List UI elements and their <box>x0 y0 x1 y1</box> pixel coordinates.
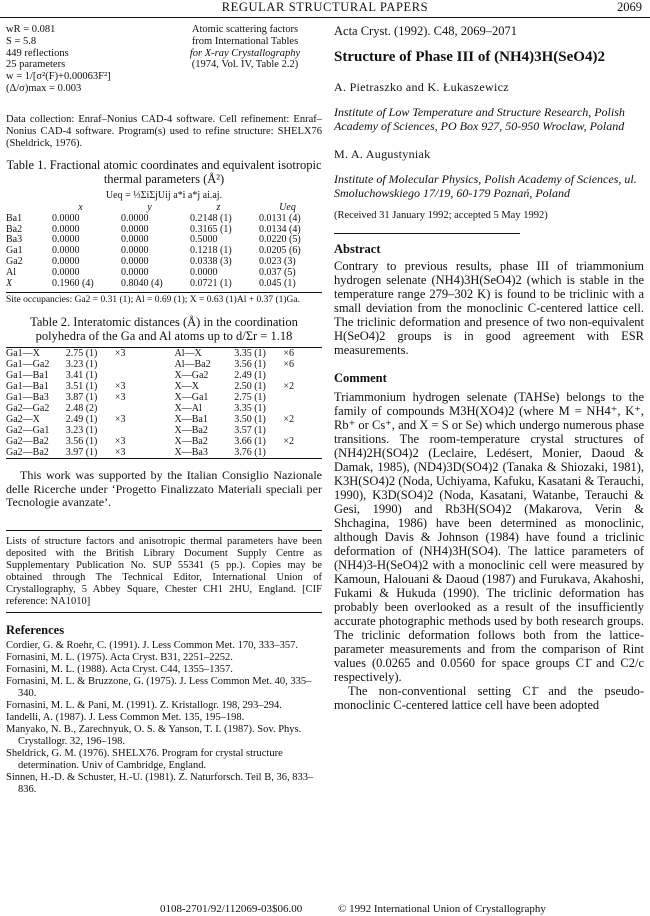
stat-line: S = 5.8 <box>6 35 37 47</box>
table1-header-cell: z <box>216 202 221 213</box>
table2-cell: 2.75 (1) <box>234 392 266 404</box>
table1-cell: 0.0220 (5) <box>259 234 301 246</box>
stats-right <box>166 24 324 71</box>
table2-cell: 3.97 (1) <box>65 447 98 459</box>
table2-cell: ×3 <box>114 414 126 426</box>
table2-cell: 2.49 (1) <box>65 414 98 426</box>
table2-cell: X—Al <box>174 403 202 415</box>
acknowledgement: This work was supported by the Italian Consiglio Nazionale delle Ricerche under ‘Progetto Finalizzato Materiali speciali per Tecnologie avanzate’. <box>6 468 322 510</box>
table1-cell: 0.0000 <box>121 223 149 235</box>
journal-section-title: REGULAR STRUCTURAL PAPERS <box>221 0 429 14</box>
ueq-formula: Ueq = ⅓ΣiΣjUij a*i a*j ai.aj. <box>105 190 223 201</box>
table2 <box>6 348 322 458</box>
abstract-text: Contrary to previous results, phase III of triammonium hydrogen selenate (NH4)3H(SeO4)2 (which is stable in the temperature range 279–302 K) is found to be triclinic with a small deviation from the monoclinic C-centered lattice cell. The triclinic deformation and presence of two non-equivalent H(SeO4)2 groups is in good agreement with ESR measurements. <box>334 259 644 357</box>
table2-cell: 3.23 (1) <box>65 425 98 437</box>
page-number: 2069 <box>617 0 642 14</box>
table1-cell: 0.3165 (1) <box>190 223 232 235</box>
reference-item: Fornasini, M. L. & Pani, M. (1991). Z. Kristallogr. 198, 293–294. <box>6 699 282 711</box>
table2-cell: 2.75 (1) <box>65 348 98 360</box>
table1-caption: Table 1. Fractional atomic coordinates and equivalent isotropic thermal parameters (Å²) <box>6 158 322 186</box>
table2-cell: 3.35 (1) <box>234 403 266 415</box>
table2-row <box>6 359 322 370</box>
table2-cell: 3.41 (1) <box>65 370 98 382</box>
stat-line: w = 1/[σ²(F)+0.00063F²] <box>6 71 111 83</box>
reference-item: Cordier, G. & Roehr, C. (1991). J. Less Common Met. 170, 333–357. <box>6 639 298 651</box>
table2-cell: Ga1—X <box>6 348 40 360</box>
table2-cell: Ga1—Ba1 <box>6 370 49 382</box>
abstract-heading: Abstract <box>334 242 381 256</box>
table2-cell <box>115 359 175 370</box>
table1-cell: Ba2 <box>6 223 23 235</box>
table2-cell <box>115 425 175 436</box>
affiliation-primary: Institute of Low Temperature and Structure Research, Polish Academy of Sciences, PO Box 927, 50-950 Wroclaw, Poland <box>334 105 625 133</box>
table1-cell: 0.5000 <box>190 234 218 246</box>
footer-copyright: © 1992 International Union of Crystallography <box>338 903 546 915</box>
data-collection-text: Data collection: Enraf–Nonius CAD-4 software. Cell refinement: Enraf–Nonius CAD-4 software. Program(s) used to refine structure: SHELX76 (Sheldrick, 1976). <box>6 114 322 149</box>
table2-row <box>6 381 322 392</box>
received-dates: (Received 31 January 1992; accepted 5 May 1992) <box>334 210 548 221</box>
deposition-text: Lists of structure factors and anisotropic thermal parameters have been deposited with the British Library Document Supply Centre as Supplementary Publication No. SUP 55341 (5 pp.). Copies may be obtained through The Technical Editor, International Union of Crystallography, 5 Abbey Square, Chester CH1 2HU, England. [CIF reference: NA1010] <box>6 535 322 607</box>
table1-cell: X <box>6 277 13 289</box>
authors-secondary: M. A. Augustyniak <box>334 147 431 161</box>
table2-cell: X—Ga2 <box>174 370 209 382</box>
reference-item: Manyako, N. B., Zarechnyuk, O. S. & Yanson, T. I. (1987). Sov. Phys. Crystallogr. 32, 196–198. <box>6 723 302 747</box>
abstract-rule <box>334 233 520 234</box>
table2-cell <box>115 403 175 414</box>
table2-cell <box>115 370 175 381</box>
table2-caption: Table 2. Interatomic distances (Å) in the coordination polyhedra of the Ga and Al atoms up to d/Σr = 1.18 <box>30 315 298 344</box>
journal-citation: Acta Cryst. (1992). C48, 2069–2071 <box>334 24 517 38</box>
reference-item: Sheldrick, G. M. (1976). SHELX76. Program for crystal structure determination. Univ of Cambridge, England. <box>6 747 283 771</box>
table1-cell: 0.2148 (1) <box>190 212 232 224</box>
table2-cell: 3.35 (1) <box>234 348 266 360</box>
comment-heading: Comment <box>334 371 387 385</box>
table2-row <box>6 403 322 414</box>
table2-cell <box>283 425 322 436</box>
table2-cell: X—Ba3 <box>174 447 208 459</box>
reference-item: Sinnen, H.-D. & Schuster, H.-U. (1981). Z. Naturforsch. Teil B, 36, 833–836. <box>6 771 314 795</box>
table2-cell: 3.50 (1) <box>234 414 266 426</box>
table1-header-cell: y <box>147 202 152 213</box>
table2-cell: ×2 <box>283 414 294 426</box>
table1-cell: 0.0000 <box>121 212 149 224</box>
table1-cell: 0.1960 (4) <box>52 277 94 289</box>
table1-cell: 0.0000 <box>52 234 80 246</box>
table1-cell: 0.0000 <box>121 234 149 246</box>
table2-bottom-rule <box>6 458 322 459</box>
table2-cell <box>283 447 322 458</box>
table1-cell: 0.0205 (6) <box>259 245 301 257</box>
stat-line: (Δ/σ)max = 0.003 <box>6 82 82 94</box>
deposition-box <box>6 530 322 608</box>
stat-line: 25 parameters <box>6 59 66 71</box>
table1-cell: 0.0000 <box>52 223 80 235</box>
table2-cell <box>283 403 322 414</box>
table2-cell: Al—X <box>174 348 202 360</box>
stat-line: (1974, Vol. IV, Table 2.2) <box>191 59 299 71</box>
table2-cell: ×2 <box>283 436 294 448</box>
table2-cell: 3.57 (1) <box>234 425 266 437</box>
table2-cell: ×6 <box>283 348 294 360</box>
table2-cell: Al—Ba2 <box>174 359 211 371</box>
reference-item: Fornasini, M. L. (1988). Acta Cryst. C44, 1355–1357. <box>6 663 233 675</box>
table2-cell: X—Ga1 <box>174 392 209 404</box>
table1-cell: 0.0131 (4) <box>259 212 301 224</box>
table1-header-cell: x <box>78 202 83 213</box>
table2-row <box>6 348 322 359</box>
table1-cell: 0.0000 <box>52 266 80 278</box>
paper-title: Structure of Phase III of (NH4)3H(SeO4)2 <box>334 49 605 65</box>
table2-cell: X—Ba1 <box>174 414 208 426</box>
table1-cell: 0.0000 <box>52 212 80 224</box>
table2-cell: ×6 <box>283 359 294 371</box>
table2-cell: Ga2—Ba2 <box>6 447 49 459</box>
reference-item: Iandelli, A. (1987). J. Less Common Met. 135, 195–198. <box>6 711 245 723</box>
table1-cell: Ga1 <box>6 245 23 257</box>
reference-list <box>6 640 322 796</box>
table2-cell: 3.56 (1) <box>234 359 266 371</box>
table2-cell: 2.50 (1) <box>234 381 266 393</box>
table2-cell: X—X <box>174 381 199 393</box>
table2-cell <box>283 370 322 381</box>
right-column <box>334 24 644 712</box>
table2-cell: Ga2—Ga2 <box>6 403 50 415</box>
table1-cell: 0.0721 (1) <box>190 277 232 289</box>
comment-paragraph-1: Triammonium hydrogen selenate (TAHSe) belongs to the family of compounds M3H(XO4)2 (where M = NH4⁺, K⁺, Rb⁺ or Cs⁺, and X = S or Se) which undergo numerous phase transitions. The room-temperature crystal structures of (NH4)2H(SO4)2 (Leclaire, Ledésert, Monier, Daoud & Damak, 1985), (ND4)3D(SO4)2 (Tanaka & Shiozaki, 1981), K3H(SO4)2 (Noda, Uchiyama, Kafuku, Kasatani & Terauchi, 1990), K3D(SO4)2 (Noda, Kasatani, Watanbe, Terauchi & Gesi, 1990) and Rb3H(SO4)2 (Makarova, Verin & Shchagina, 1986) have been determined as monoclinic, although Davis & Johnson (1984) have found a triclinic deformation of (NH4)3H(SO4). The lattice parameters of (NH4)3-H(SeO4)2 with a monoclinic cell were measured by Kamoun, Halouani & Daoud (1987) and Furukava, Akahoshi, Fukami & Hukuda (1990). The triclinic deformation has probably been overlooked as a result of the insufficiently accurate photographic methods used by both research groups. The triclinic deformation follows both from the lattice-parameter measurements and from the comparison of Rint values (0.0265 and 0.0560 for space groups C1̄ and C2/c respectively). <box>334 390 644 684</box>
table2-cell: 3.66 (1) <box>234 436 266 448</box>
site-occupancies-note: Site occupancies: Ga2 = 0.31 (1); Al = 0.69 (1); X = 0.63 (1)Al + 0.37 (1)Ga. <box>6 292 322 305</box>
table2-cell: Ga1—Ba1 <box>6 381 49 393</box>
affiliation-secondary: Institute of Molecular Physics, Polish Academy of Sciences, ul. Smoluchowskiego 17/19, 60-179 Poznań, Poland <box>334 172 637 200</box>
table1-cell: Ga2 <box>6 255 23 267</box>
table1-cell: 0.037 (5) <box>259 266 296 278</box>
table2-row <box>6 392 322 403</box>
table2-row <box>6 436 322 447</box>
stats-left <box>6 24 156 95</box>
table2-cell: 3.51 (1) <box>65 381 98 393</box>
table2-row <box>6 414 322 425</box>
table1-row <box>6 268 322 279</box>
deposition-rule <box>6 612 322 613</box>
stat-line: from International Tables <box>191 35 299 47</box>
authors-primary: A. Pietraszko and K. Łukaszewicz <box>334 80 509 94</box>
table2-cell: 3.87 (1) <box>65 392 98 404</box>
references-heading: References <box>6 622 65 637</box>
table1-cell: 0.0000 <box>121 266 149 278</box>
table1 <box>6 203 322 289</box>
table1-cell: Ba3 <box>6 234 23 246</box>
table2-cell: ×3 <box>114 348 126 360</box>
table1-cell: 0.1218 (1) <box>190 245 232 257</box>
table1-cell: 0.045 (1) <box>259 277 296 289</box>
table2-row <box>6 370 322 381</box>
table1-cell: 0.0134 (4) <box>259 223 301 235</box>
table2-cell: ×3 <box>114 392 126 404</box>
header-rule <box>0 17 650 18</box>
table1-cell: 0.023 (3) <box>259 255 296 267</box>
stat-line: 449 reflections <box>6 47 69 59</box>
table2-cell: 3.56 (1) <box>65 436 98 448</box>
left-column <box>6 24 322 796</box>
table1-row <box>6 279 322 290</box>
table2-cell: ×3 <box>114 381 126 393</box>
table1-header-cell: Ueq <box>279 202 296 213</box>
table2-cell: 3.76 (1) <box>234 447 266 459</box>
table2-cell: ×3 <box>114 436 126 448</box>
table2-cell: ×2 <box>283 381 294 393</box>
stat-line: wR = 0.081 <box>6 24 56 35</box>
table2-cell: Ga2—Ba2 <box>6 436 49 448</box>
table2-row <box>6 425 322 436</box>
running-header <box>0 0 650 18</box>
table1-cell: 0.0338 (3) <box>190 255 232 267</box>
table2-cell: X—Ba2 <box>174 436 208 448</box>
table2-cell: X—Ba2 <box>174 425 208 437</box>
stat-line: for X-ray Crystallography <box>189 47 301 59</box>
table2-row <box>6 447 322 458</box>
table1-cell: 0.0000 <box>190 266 218 278</box>
footer-code: 0108-2701/92/112069-03$06.00 <box>160 903 303 915</box>
table2-cell: Ga2—Ga1 <box>6 425 50 437</box>
table1-cell: 0.0000 <box>121 255 149 267</box>
table2-cell: Ga1—Ga2 <box>6 359 50 371</box>
table2-cell <box>283 392 322 403</box>
table1-cell: 0.0000 <box>121 245 149 257</box>
table2-cell: ×3 <box>114 447 126 459</box>
stat-line: Atomic scattering factors <box>191 24 299 35</box>
table1-cell: Ba1 <box>6 212 23 224</box>
table1-row <box>6 214 322 225</box>
table2-cell: Ga1—Ba3 <box>6 392 49 404</box>
comment-paragraph-2: The non-conventional setting C1̄ and the pseudo-monoclinic C-centered lattice cell have been adopted <box>334 684 644 712</box>
reference-item: Fornasini, M. L. (1975). Acta Cryst. B31, 2251–2252. <box>6 651 233 663</box>
table2-cell: Ga2—X <box>6 414 40 426</box>
table2-cell: 2.49 (1) <box>234 370 266 382</box>
reference-item: Fornasini, M. L. & Bruzzone, G. (1975). J. Less Common Met. 40, 335–340. <box>6 675 312 699</box>
table1-cell: 0.0000 <box>52 255 80 267</box>
table2-cell: 2.48 (2) <box>65 403 98 415</box>
table2-cell: 3.23 (1) <box>65 359 98 371</box>
refinement-stats <box>6 24 322 108</box>
table1-cell: 0.8040 (4) <box>121 277 163 289</box>
table1-cell: Al <box>6 266 16 278</box>
table1-cell: 0.0000 <box>52 245 80 257</box>
